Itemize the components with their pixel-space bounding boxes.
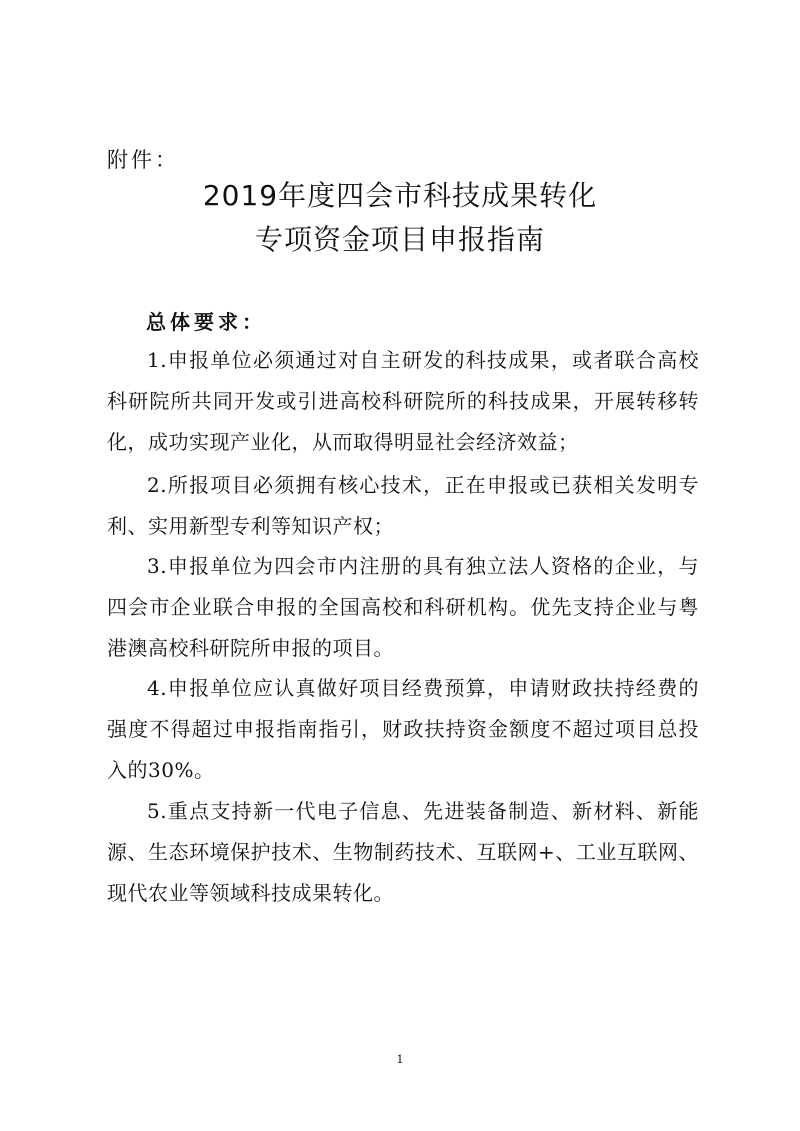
requirement-paragraph-3: 3.申报单位为四会市内注册的具有独立法人资格的企业，与四会市企业联合申报的全国高校和科研机构。优先支持企业与粤港澳高校科研院所申报的项目。 <box>107 554 699 660</box>
section-heading: 总体要求： <box>146 310 266 334</box>
page-number: 1 <box>396 1053 404 1066</box>
document-title-line-2: 专项资金项目申报指南 <box>254 223 545 256</box>
attachment-label: 附件： <box>107 148 179 172</box>
document-title-line-1: 2019年度四会市科技成果转化 <box>202 179 598 212</box>
requirement-paragraph-1: 1.申报单位必须通过对自主研发的科技成果，或者联合高校科研院所共同开发或引进高校科研院所的科技成果，开展转移转化，成功实现产业化，从而取得明显社会经济效益； <box>107 348 699 454</box>
requirement-paragraph-4: 4.申报单位应认真做好项目经费预算，申请财政扶持经费的强度不得超过申报指南指引，财政扶持资金额度不超过项目总投入的30%。 <box>107 676 699 782</box>
requirement-paragraph-2: 2.所报项目必须拥有核心技术，正在申报或已获相关发明专利、实用新型专利等知识产权； <box>107 473 699 538</box>
requirement-paragraph-5: 5.重点支持新一代电子信息、先进装备制造、新材料、新能源、生态环境保护技术、生物制药技术、互联网+、工业互联网、现代农业等领域科技成果转化。 <box>107 799 699 905</box>
